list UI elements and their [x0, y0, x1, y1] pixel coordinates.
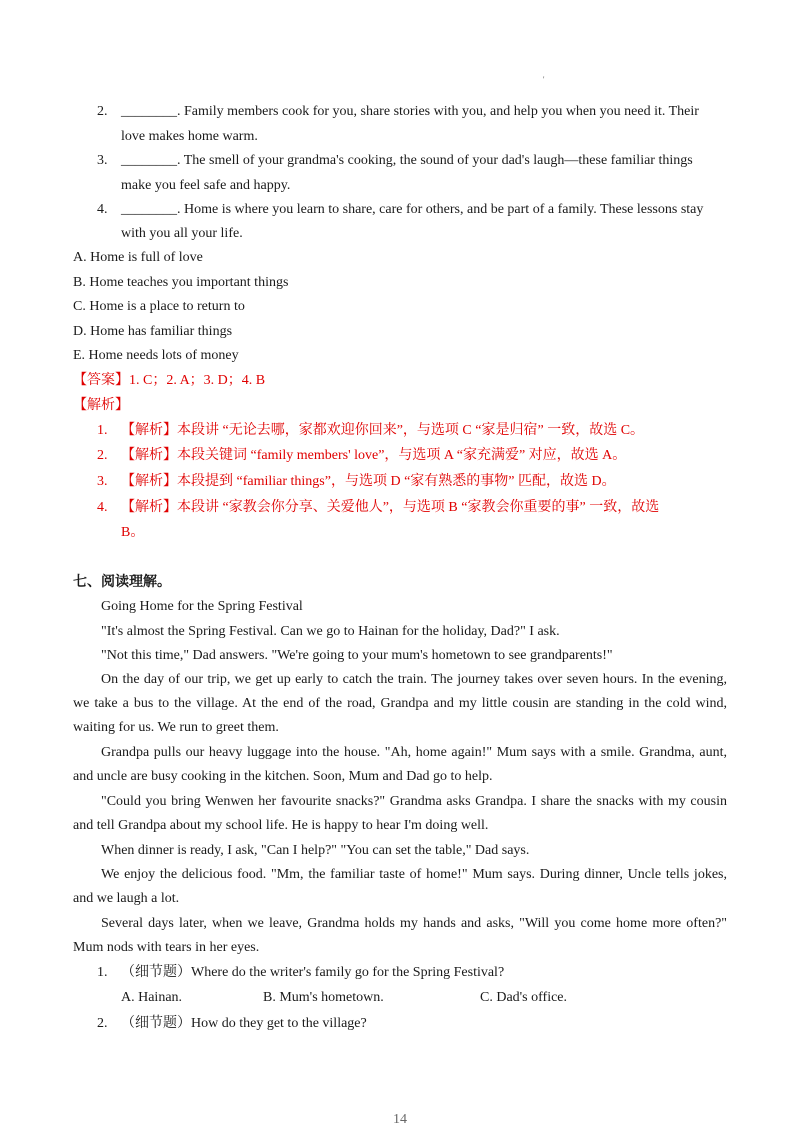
item-text-cont: with you all your life.: [121, 226, 243, 241]
question-text: （细节题）Where do the writer's family go for the Spring Festival?: [121, 965, 505, 980]
option-c: C. Home is a place to return to: [73, 299, 245, 314]
page-number: 14: [393, 1112, 407, 1127]
item-text: ________. Home is where you learn to share, care for others, and be part of a family. These lessons stay: [121, 202, 704, 217]
answer-key: 【答案】1. C；2. A；3. D；4. B: [73, 373, 266, 388]
paragraph: Grandpa pulls our heavy luggage into the house. "Ah, home again!" Mum says with a smile. Grandma, aunt,: [101, 745, 727, 760]
paragraph-cont: and tell Grandpa about my school life. He is happy to hear I'm doing well.: [73, 818, 489, 833]
analysis-number: 1.: [97, 423, 108, 438]
paragraph-cont: and we laugh a lot.: [73, 891, 180, 906]
analysis-number: 2.: [97, 448, 108, 463]
analysis-text-cont: B。: [121, 525, 145, 540]
paragraph: When dinner is ready, I ask, "Can I help?" "You can set the table," Dad says.: [101, 843, 530, 858]
section-title: 七、阅读理解。: [73, 575, 171, 590]
question-text: （细节题）How do they get to the village?: [121, 1016, 367, 1031]
item-text-cont: love makes home warm.: [121, 129, 258, 144]
corner-mark: ': [543, 75, 545, 84]
paragraph-cont: we take a bus to the village. At the end of the road, Grandpa and my little cousin are standing in the cold wind,: [73, 696, 727, 711]
analysis-number: 3.: [97, 474, 108, 489]
item-text: ________. The smell of your grandma's cooking, the sound of your dad's laugh—these familiar things: [121, 153, 693, 168]
choice-a: A. Hainan.: [121, 990, 183, 1005]
analysis-text: 【解析】本段讲 “家教会你分享、关爱他人”，与选项 B “家教会你重要的事” 一致，故选: [121, 500, 660, 515]
option-e: E. Home needs lots of money: [73, 348, 239, 363]
item-number: 2.: [97, 104, 108, 119]
analysis-number: 4.: [97, 500, 108, 515]
paragraph-cont: waiting for us. We run to greet them.: [73, 720, 279, 735]
choice-b: B. Mum's hometown.: [263, 990, 384, 1005]
paragraph: We enjoy the delicious food. "Mm, the familiar taste of home!" Mum says. During dinner, Uncle tells jokes,: [101, 867, 727, 882]
option-d: D. Home has familiar things: [73, 324, 233, 339]
item-text-cont: make you feel safe and happy.: [121, 178, 291, 193]
paragraph: "Not this time," Dad answers. "We're going to your mum's hometown to see grandparents!": [101, 648, 613, 663]
option-b: B. Home teaches you important things: [73, 275, 289, 290]
analysis-label: 【解析】: [73, 398, 129, 413]
analysis-text: 【解析】本段提到 “familiar things”，与选项 D “家有熟悉的事物” 匹配，故选 D。: [121, 474, 616, 489]
question-number: 2.: [97, 1016, 108, 1031]
paragraph-cont: and uncle are busy cooking in the kitchen. Soon, Mum and Dad go to help.: [73, 769, 493, 784]
item-number: 4.: [97, 202, 108, 217]
question-number: 1.: [97, 965, 108, 980]
paragraph: "It's almost the Spring Festival. Can we go to Hainan for the holiday, Dad?" I ask.: [101, 624, 560, 639]
paragraph-cont: Mum nods with tears in her eyes.: [73, 940, 260, 955]
paragraph: On the day of our trip, we get up early to catch the train. The journey takes over seven hours. In the evening,: [101, 672, 727, 687]
item-number: 3.: [97, 153, 108, 168]
choice-c: C. Dad's office.: [480, 990, 568, 1005]
paragraph: "Could you bring Wenwen her favourite snacks?" Grandma asks Grandpa. I share the snacks with my cousin: [101, 794, 727, 809]
item-text: ________. Family members cook for you, share stories with you, and help you when you need it. Their: [121, 104, 699, 119]
analysis-text: 【解析】本段关键词 “family members' love”，与选项 A “家充满爱” 对应，故选 A。: [121, 448, 627, 463]
option-a: A. Home is full of love: [73, 250, 203, 265]
paragraph: Several days later, when we leave, Grandma holds my hands and asks, "Will you come home more often?": [101, 916, 727, 931]
analysis-text: 【解析】本段讲 “无论去哪，家都欢迎你回来”，与选项 C “家是归宿” 一致，故选 C。: [121, 423, 645, 438]
story-title: Going Home for the Spring Festival: [101, 599, 303, 614]
